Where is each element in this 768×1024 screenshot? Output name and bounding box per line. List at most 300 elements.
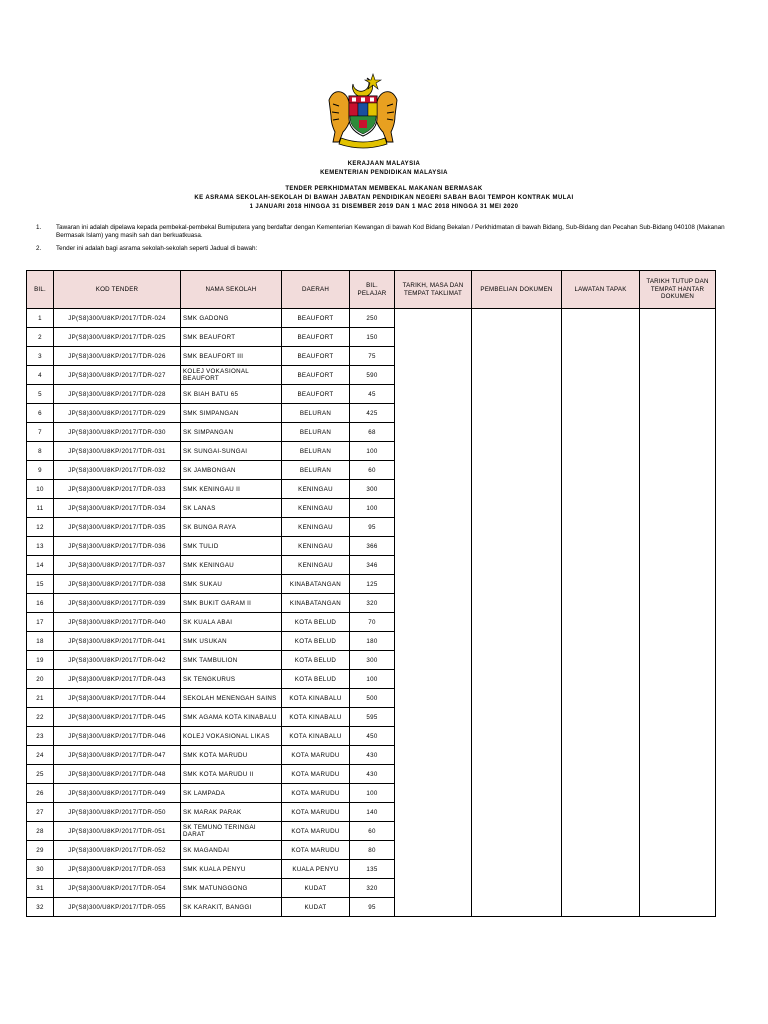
cell-pembelian-dokumen: [472, 841, 562, 860]
cell-daerah: KOTA MARUDU: [282, 841, 350, 860]
cell-lawatan-tapak: [562, 480, 640, 499]
cell-bil-pelajar: 320: [350, 879, 395, 898]
cell-bil-pelajar: 100: [350, 442, 395, 461]
cell-lawatan-tapak: [562, 841, 640, 860]
cell-tarikh-tutup: [640, 461, 716, 480]
cell-daerah: KINABATANGAN: [282, 575, 350, 594]
cell-kod-tender: JP(S8)300/U8KP/2017/TDR-027: [54, 366, 181, 385]
cell-nama-sekolah: SMK BUKIT GARAM II: [181, 594, 282, 613]
cell-bil: 18: [27, 632, 54, 651]
cell-nama-sekolah: SMK MATUNGGONG: [181, 879, 282, 898]
cell-pembelian-dokumen: [472, 480, 562, 499]
cell-pembelian-dokumen: [472, 575, 562, 594]
cell-taklimat: [395, 556, 472, 575]
cell-pembelian-dokumen: [472, 765, 562, 784]
note-number: 2.: [36, 245, 42, 252]
header-kod-tender: KOD TENDER: [54, 271, 181, 309]
cell-lawatan-tapak: [562, 423, 640, 442]
table-row: [27, 765, 716, 784]
cell-taklimat: [395, 670, 472, 689]
cell-taklimat: [395, 746, 472, 765]
cell-bil: 17: [27, 613, 54, 632]
cell-lawatan-tapak: [562, 689, 640, 708]
cell-bil-pelajar: 430: [350, 746, 395, 765]
cell-taklimat: [395, 594, 472, 613]
cell-lawatan-tapak: [562, 328, 640, 347]
cell-bil: 21: [27, 689, 54, 708]
coat-of-arms-icon: [323, 70, 403, 150]
cell-daerah: KUDAT: [282, 879, 350, 898]
cell-bil-pelajar: 60: [350, 822, 395, 841]
note-text: Tawaran ini adalah dipelawa kepada pembekal-pembekal Bumiputera yang berdaftar dengan Kementerian Kewangan di bawah Kod Bidang Bekalan / Perkhidmatan di bawah Bidang, Sub-Bidang dan Pecahan Sub-Bidang 040108 (Makanan Bermasak Islam) yang masih sah dan berkuatkuasa.: [56, 224, 725, 239]
cell-bil: 30: [27, 860, 54, 879]
cell-nama-sekolah: SMK SUKAU: [181, 575, 282, 594]
cell-pembelian-dokumen: [472, 594, 562, 613]
cell-tarikh-tutup: [640, 480, 716, 499]
cell-nama-sekolah: SK BIAH BATU 65: [181, 385, 282, 404]
cell-tarikh-tutup: [640, 632, 716, 651]
table-row: [27, 461, 716, 480]
cell-lawatan-tapak: [562, 537, 640, 556]
cell-taklimat: [395, 613, 472, 632]
cell-nama-sekolah: SK MAGANDAI: [181, 841, 282, 860]
cell-taklimat: [395, 404, 472, 423]
cell-lawatan-tapak: [562, 347, 640, 366]
cell-bil-pelajar: 45: [350, 385, 395, 404]
cell-daerah: KINABATANGAN: [282, 594, 350, 613]
cell-lawatan-tapak: [562, 708, 640, 727]
cell-kod-tender: JP(S8)300/U8KP/2017/TDR-036: [54, 537, 181, 556]
cell-nama-sekolah: SK TENGKURUS: [181, 670, 282, 689]
table-header-row: [27, 271, 716, 309]
cell-bil-pelajar: 300: [350, 651, 395, 670]
cell-daerah: KOTA MARUDU: [282, 803, 350, 822]
cell-bil: 12: [27, 518, 54, 537]
cell-bil: 25: [27, 765, 54, 784]
table-row: [27, 347, 716, 366]
cell-pembelian-dokumen: [472, 803, 562, 822]
cell-tarikh-tutup: [640, 651, 716, 670]
tender-subtitle: KE ASRAMA SEKOLAH-SEKOLAH DI BAWAH JABATAN PENDIDIKAN NEGERI SABAH BAGI TEMPOH KONTRAK MULAI: [194, 195, 574, 201]
cell-nama-sekolah: SK TEMUNO TERINGAI DARAT: [181, 822, 282, 841]
cell-pembelian-dokumen: [472, 879, 562, 898]
cell-daerah: BEAUFORT: [282, 309, 350, 328]
cell-bil-pelajar: 95: [350, 898, 395, 917]
cell-daerah: KOTA BELUD: [282, 670, 350, 689]
cell-kod-tender: JP(S8)300/U8KP/2017/TDR-049: [54, 784, 181, 803]
cell-bil: 1: [27, 309, 54, 328]
cell-taklimat: [395, 727, 472, 746]
cell-bil-pelajar: 80: [350, 841, 395, 860]
cell-pembelian-dokumen: [472, 347, 562, 366]
cell-tarikh-tutup: [640, 784, 716, 803]
cell-daerah: BELURAN: [282, 404, 350, 423]
cell-nama-sekolah: SK SUNGAI-SUNGAI: [181, 442, 282, 461]
cell-tarikh-tutup: [640, 746, 716, 765]
table-row: [27, 328, 716, 347]
table-row: [27, 746, 716, 765]
cell-bil: 13: [27, 537, 54, 556]
table-row: [27, 632, 716, 651]
header-tarikh-tutup: TARIKH TUTUP DAN TEMPAT HANTAR DOKUMEN: [640, 271, 716, 309]
cell-bil: 2: [27, 328, 54, 347]
cell-bil: 24: [27, 746, 54, 765]
cell-daerah: KOTA KINABALU: [282, 708, 350, 727]
cell-kod-tender: JP(S8)300/U8KP/2017/TDR-028: [54, 385, 181, 404]
cell-bil-pelajar: 425: [350, 404, 395, 423]
cell-taklimat: [395, 860, 472, 879]
table-row: [27, 499, 716, 518]
cell-kod-tender: JP(S8)300/U8KP/2017/TDR-033: [54, 480, 181, 499]
cell-bil: 15: [27, 575, 54, 594]
cell-nama-sekolah: SMK BEAUFORT III: [181, 347, 282, 366]
cell-lawatan-tapak: [562, 499, 640, 518]
table-row: [27, 423, 716, 442]
table-row: [27, 613, 716, 632]
cell-bil-pelajar: 500: [350, 689, 395, 708]
cell-pembelian-dokumen: [472, 689, 562, 708]
cell-taklimat: [395, 898, 472, 917]
cell-nama-sekolah: SMK KENINGAU: [181, 556, 282, 575]
cell-taklimat: [395, 632, 472, 651]
cell-tarikh-tutup: [640, 898, 716, 917]
cell-lawatan-tapak: [562, 461, 640, 480]
cell-kod-tender: JP(S8)300/U8KP/2017/TDR-045: [54, 708, 181, 727]
cell-taklimat: [395, 347, 472, 366]
cell-tarikh-tutup: [640, 841, 716, 860]
cell-bil: 11: [27, 499, 54, 518]
cell-taklimat: [395, 689, 472, 708]
cell-tarikh-tutup: [640, 442, 716, 461]
cell-bil: 29: [27, 841, 54, 860]
cell-kod-tender: JP(S8)300/U8KP/2017/TDR-050: [54, 803, 181, 822]
cell-nama-sekolah: SMK USUKAN: [181, 632, 282, 651]
cell-lawatan-tapak: [562, 556, 640, 575]
cell-bil: 23: [27, 727, 54, 746]
cell-lawatan-tapak: [562, 670, 640, 689]
cell-bil: 4: [27, 366, 54, 385]
cell-daerah: KOTA MARUDU: [282, 765, 350, 784]
cell-taklimat: [395, 765, 472, 784]
cell-bil: 7: [27, 423, 54, 442]
cell-daerah: BELURAN: [282, 461, 350, 480]
table-row: [27, 670, 716, 689]
cell-daerah: KOTA BELUD: [282, 651, 350, 670]
cell-kod-tender: JP(S8)300/U8KP/2017/TDR-048: [54, 765, 181, 784]
cell-bil-pelajar: 100: [350, 499, 395, 518]
cell-lawatan-tapak: [562, 613, 640, 632]
cell-tarikh-tutup: [640, 822, 716, 841]
cell-tarikh-tutup: [640, 385, 716, 404]
cell-daerah: KOTA KINABALU: [282, 689, 350, 708]
cell-bil: 10: [27, 480, 54, 499]
table-row: [27, 309, 716, 328]
cell-pembelian-dokumen: [472, 613, 562, 632]
cell-pembelian-dokumen: [472, 632, 562, 651]
cell-daerah: BELURAN: [282, 423, 350, 442]
cell-daerah: KENINGAU: [282, 480, 350, 499]
cell-lawatan-tapak: [562, 765, 640, 784]
cell-tarikh-tutup: [640, 404, 716, 423]
cell-taklimat: [395, 328, 472, 347]
cell-kod-tender: JP(S8)300/U8KP/2017/TDR-041: [54, 632, 181, 651]
table-row: [27, 727, 716, 746]
table-row: [27, 366, 716, 385]
cell-kod-tender: JP(S8)300/U8KP/2017/TDR-034: [54, 499, 181, 518]
cell-lawatan-tapak: [562, 309, 640, 328]
cell-lawatan-tapak: [562, 727, 640, 746]
cell-taklimat: [395, 708, 472, 727]
cell-tarikh-tutup: [640, 499, 716, 518]
cell-nama-sekolah: SK BUNGA RAYA: [181, 518, 282, 537]
cell-tarikh-tutup: [640, 328, 716, 347]
cell-nama-sekolah: SK KUALA ABAI: [181, 613, 282, 632]
cell-tarikh-tutup: [640, 518, 716, 537]
table-row: [27, 708, 716, 727]
table-row: [27, 784, 716, 803]
cell-taklimat: [395, 518, 472, 537]
cell-pembelian-dokumen: [472, 518, 562, 537]
cell-nama-sekolah: SK LAMPADA: [181, 784, 282, 803]
table-row: [27, 822, 716, 841]
cell-pembelian-dokumen: [472, 670, 562, 689]
cell-pembelian-dokumen: [472, 499, 562, 518]
header-bil: BIL.: [27, 271, 54, 309]
cell-bil: 27: [27, 803, 54, 822]
cell-daerah: KOTA MARUDU: [282, 784, 350, 803]
cell-daerah: BEAUFORT: [282, 385, 350, 404]
cell-taklimat: [395, 499, 472, 518]
cell-bil-pelajar: 70: [350, 613, 395, 632]
cell-nama-sekolah: SMK KOTA MARUDU II: [181, 765, 282, 784]
cell-bil-pelajar: 60: [350, 461, 395, 480]
cell-pembelian-dokumen: [472, 708, 562, 727]
cell-daerah: KENINGAU: [282, 518, 350, 537]
table-row: [27, 537, 716, 556]
cell-bil: 8: [27, 442, 54, 461]
cell-tarikh-tutup: [640, 556, 716, 575]
cell-tarikh-tutup: [640, 423, 716, 442]
contract-period: 1 JANUARI 2018 HINGGA 31 DISEMBER 2019 DAN 1 MAC 2018 HINGGA 31 MEI 2020: [249, 204, 519, 210]
cell-tarikh-tutup: [640, 860, 716, 879]
cell-bil-pelajar: 590: [350, 366, 395, 385]
cell-bil-pelajar: 250: [350, 309, 395, 328]
cell-taklimat: [395, 537, 472, 556]
cell-bil: 20: [27, 670, 54, 689]
cell-kod-tender: JP(S8)300/U8KP/2017/TDR-053: [54, 860, 181, 879]
header-nama-sekolah: NAMA SEKOLAH: [181, 271, 282, 309]
cell-bil-pelajar: 346: [350, 556, 395, 575]
cell-taklimat: [395, 461, 472, 480]
cell-tarikh-tutup: [640, 879, 716, 898]
cell-taklimat: [395, 385, 472, 404]
cell-kod-tender: JP(S8)300/U8KP/2017/TDR-042: [54, 651, 181, 670]
cell-pembelian-dokumen: [472, 309, 562, 328]
cell-bil-pelajar: 300: [350, 480, 395, 499]
cell-tarikh-tutup: [640, 347, 716, 366]
cell-taklimat: [395, 803, 472, 822]
cell-bil-pelajar: 430: [350, 765, 395, 784]
cell-bil-pelajar: 320: [350, 594, 395, 613]
header-pembelian-dokumen: PEMBELIAN DOKUMEN: [472, 271, 562, 309]
cell-nama-sekolah: SK MARAK PARAK: [181, 803, 282, 822]
cell-kod-tender: JP(S8)300/U8KP/2017/TDR-030: [54, 423, 181, 442]
note-item: [36, 224, 726, 240]
cell-bil-pelajar: 75: [350, 347, 395, 366]
cell-pembelian-dokumen: [472, 746, 562, 765]
cell-kod-tender: JP(S8)300/U8KP/2017/TDR-026: [54, 347, 181, 366]
cell-bil-pelajar: 140: [350, 803, 395, 822]
cell-bil-pelajar: 366: [350, 537, 395, 556]
table-row: [27, 651, 716, 670]
cell-kod-tender: JP(S8)300/U8KP/2017/TDR-046: [54, 727, 181, 746]
cell-nama-sekolah: SMK KOTA MARUDU: [181, 746, 282, 765]
cell-bil-pelajar: 150: [350, 328, 395, 347]
cell-kod-tender: JP(S8)300/U8KP/2017/TDR-051: [54, 822, 181, 841]
cell-tarikh-tutup: [640, 537, 716, 556]
cell-bil: 31: [27, 879, 54, 898]
cell-kod-tender: JP(S8)300/U8KP/2017/TDR-024: [54, 309, 181, 328]
cell-lawatan-tapak: [562, 746, 640, 765]
cell-pembelian-dokumen: [472, 860, 562, 879]
table-row: [27, 860, 716, 879]
cell-lawatan-tapak: [562, 651, 640, 670]
cell-bil: 28: [27, 822, 54, 841]
cell-pembelian-dokumen: [472, 328, 562, 347]
cell-bil-pelajar: 100: [350, 670, 395, 689]
cell-tarikh-tutup: [640, 689, 716, 708]
cell-tarikh-tutup: [640, 575, 716, 594]
cell-daerah: KOTA BELUD: [282, 632, 350, 651]
table-row: [27, 803, 716, 822]
cell-pembelian-dokumen: [472, 385, 562, 404]
table-row: [27, 898, 716, 917]
cell-tarikh-tutup: [640, 613, 716, 632]
cell-nama-sekolah: SMK AGAMA KOTA KINABALU: [181, 708, 282, 727]
cell-lawatan-tapak: [562, 784, 640, 803]
cell-kod-tender: JP(S8)300/U8KP/2017/TDR-039: [54, 594, 181, 613]
cell-lawatan-tapak: [562, 404, 640, 423]
cell-daerah: BEAUFORT: [282, 347, 350, 366]
cell-daerah: KUALA PENYU: [282, 860, 350, 879]
cell-lawatan-tapak: [562, 898, 640, 917]
cell-bil: 3: [27, 347, 54, 366]
table-row: [27, 556, 716, 575]
cell-bil: 32: [27, 898, 54, 917]
cell-nama-sekolah: SK JAMBONGAN: [181, 461, 282, 480]
cell-nama-sekolah: SMK GADONG: [181, 309, 282, 328]
cell-pembelian-dokumen: [472, 898, 562, 917]
cell-nama-sekolah: SK LANAS: [181, 499, 282, 518]
cell-pembelian-dokumen: [472, 822, 562, 841]
table-row: [27, 841, 716, 860]
cell-kod-tender: JP(S8)300/U8KP/2017/TDR-055: [54, 898, 181, 917]
cell-daerah: BELURAN: [282, 442, 350, 461]
cell-kod-tender: JP(S8)300/U8KP/2017/TDR-052: [54, 841, 181, 860]
cell-nama-sekolah: SMK KUALA PENYU: [181, 860, 282, 879]
table-row: [27, 518, 716, 537]
cell-nama-sekolah: SMK TAMBULION: [181, 651, 282, 670]
cell-pembelian-dokumen: [472, 556, 562, 575]
cell-lawatan-tapak: [562, 822, 640, 841]
cell-daerah: KOTA BELUD: [282, 613, 350, 632]
cell-taklimat: [395, 442, 472, 461]
cell-tarikh-tutup: [640, 803, 716, 822]
cell-daerah: BEAUFORT: [282, 328, 350, 347]
cell-taklimat: [395, 841, 472, 860]
cell-taklimat: [395, 366, 472, 385]
cell-lawatan-tapak: [562, 594, 640, 613]
cell-nama-sekolah: KOLEJ VOKASIONAL LIKAS: [181, 727, 282, 746]
cell-tarikh-tutup: [640, 366, 716, 385]
header-taklimat: TARIKH, MASA DAN TEMPAT TAKLIMAT: [395, 271, 472, 309]
header-bil-pelajar: BIL. PELAJAR: [350, 271, 395, 309]
cell-pembelian-dokumen: [472, 537, 562, 556]
note-text: Tender ini adalah bagi asrama sekolah-sekolah seperti Jadual di bawah:: [56, 245, 258, 252]
table-row: [27, 442, 716, 461]
cell-kod-tender: JP(S8)300/U8KP/2017/TDR-032: [54, 461, 181, 480]
cell-lawatan-tapak: [562, 575, 640, 594]
cell-pembelian-dokumen: [472, 651, 562, 670]
table-row: [27, 480, 716, 499]
cell-kod-tender: JP(S8)300/U8KP/2017/TDR-037: [54, 556, 181, 575]
cell-daerah: KOTA KINABALU: [282, 727, 350, 746]
cell-tarikh-tutup: [640, 670, 716, 689]
cell-tarikh-tutup: [640, 727, 716, 746]
cell-nama-sekolah: SEKOLAH MENENGAH SAINS: [181, 689, 282, 708]
header-lawatan-tapak: LAWATAN TAPAK: [562, 271, 640, 309]
cell-taklimat: [395, 309, 472, 328]
cell-bil-pelajar: 100: [350, 784, 395, 803]
cell-kod-tender: JP(S8)300/U8KP/2017/TDR-025: [54, 328, 181, 347]
table-row: [27, 594, 716, 613]
cell-taklimat: [395, 784, 472, 803]
cell-daerah: BEAUFORT: [282, 366, 350, 385]
cell-bil-pelajar: 68: [350, 423, 395, 442]
cell-pembelian-dokumen: [472, 784, 562, 803]
cell-daerah: KOTA MARUDU: [282, 746, 350, 765]
cell-pembelian-dokumen: [472, 442, 562, 461]
cell-lawatan-tapak: [562, 385, 640, 404]
cell-daerah: KOTA MARUDU: [282, 822, 350, 841]
cell-taklimat: [395, 651, 472, 670]
cell-kod-tender: JP(S8)300/U8KP/2017/TDR-038: [54, 575, 181, 594]
cell-bil: 16: [27, 594, 54, 613]
note-number: 1.: [36, 224, 42, 231]
cell-nama-sekolah: KOLEJ VOKASIONAL BEAUFORT: [181, 366, 282, 385]
cell-pembelian-dokumen: [472, 727, 562, 746]
ministry-name: KEMENTERIAN PENDIDIKAN MALAYSIA: [320, 170, 448, 176]
cell-bil: 6: [27, 404, 54, 423]
cell-bil: 19: [27, 651, 54, 670]
cell-kod-tender: JP(S8)300/U8KP/2017/TDR-043: [54, 670, 181, 689]
cell-taklimat: [395, 879, 472, 898]
cell-bil-pelajar: 135: [350, 860, 395, 879]
cell-lawatan-tapak: [562, 442, 640, 461]
cell-daerah: KUDAT: [282, 898, 350, 917]
cell-kod-tender: JP(S8)300/U8KP/2017/TDR-035: [54, 518, 181, 537]
cell-bil: 9: [27, 461, 54, 480]
cell-daerah: KENINGAU: [282, 537, 350, 556]
cell-taklimat: [395, 822, 472, 841]
cell-nama-sekolah: SMK SIMPANGAN: [181, 404, 282, 423]
cell-bil: 14: [27, 556, 54, 575]
cell-lawatan-tapak: [562, 879, 640, 898]
cell-lawatan-tapak: [562, 803, 640, 822]
cell-lawatan-tapak: [562, 860, 640, 879]
cell-bil: 26: [27, 784, 54, 803]
cell-bil: 5: [27, 385, 54, 404]
